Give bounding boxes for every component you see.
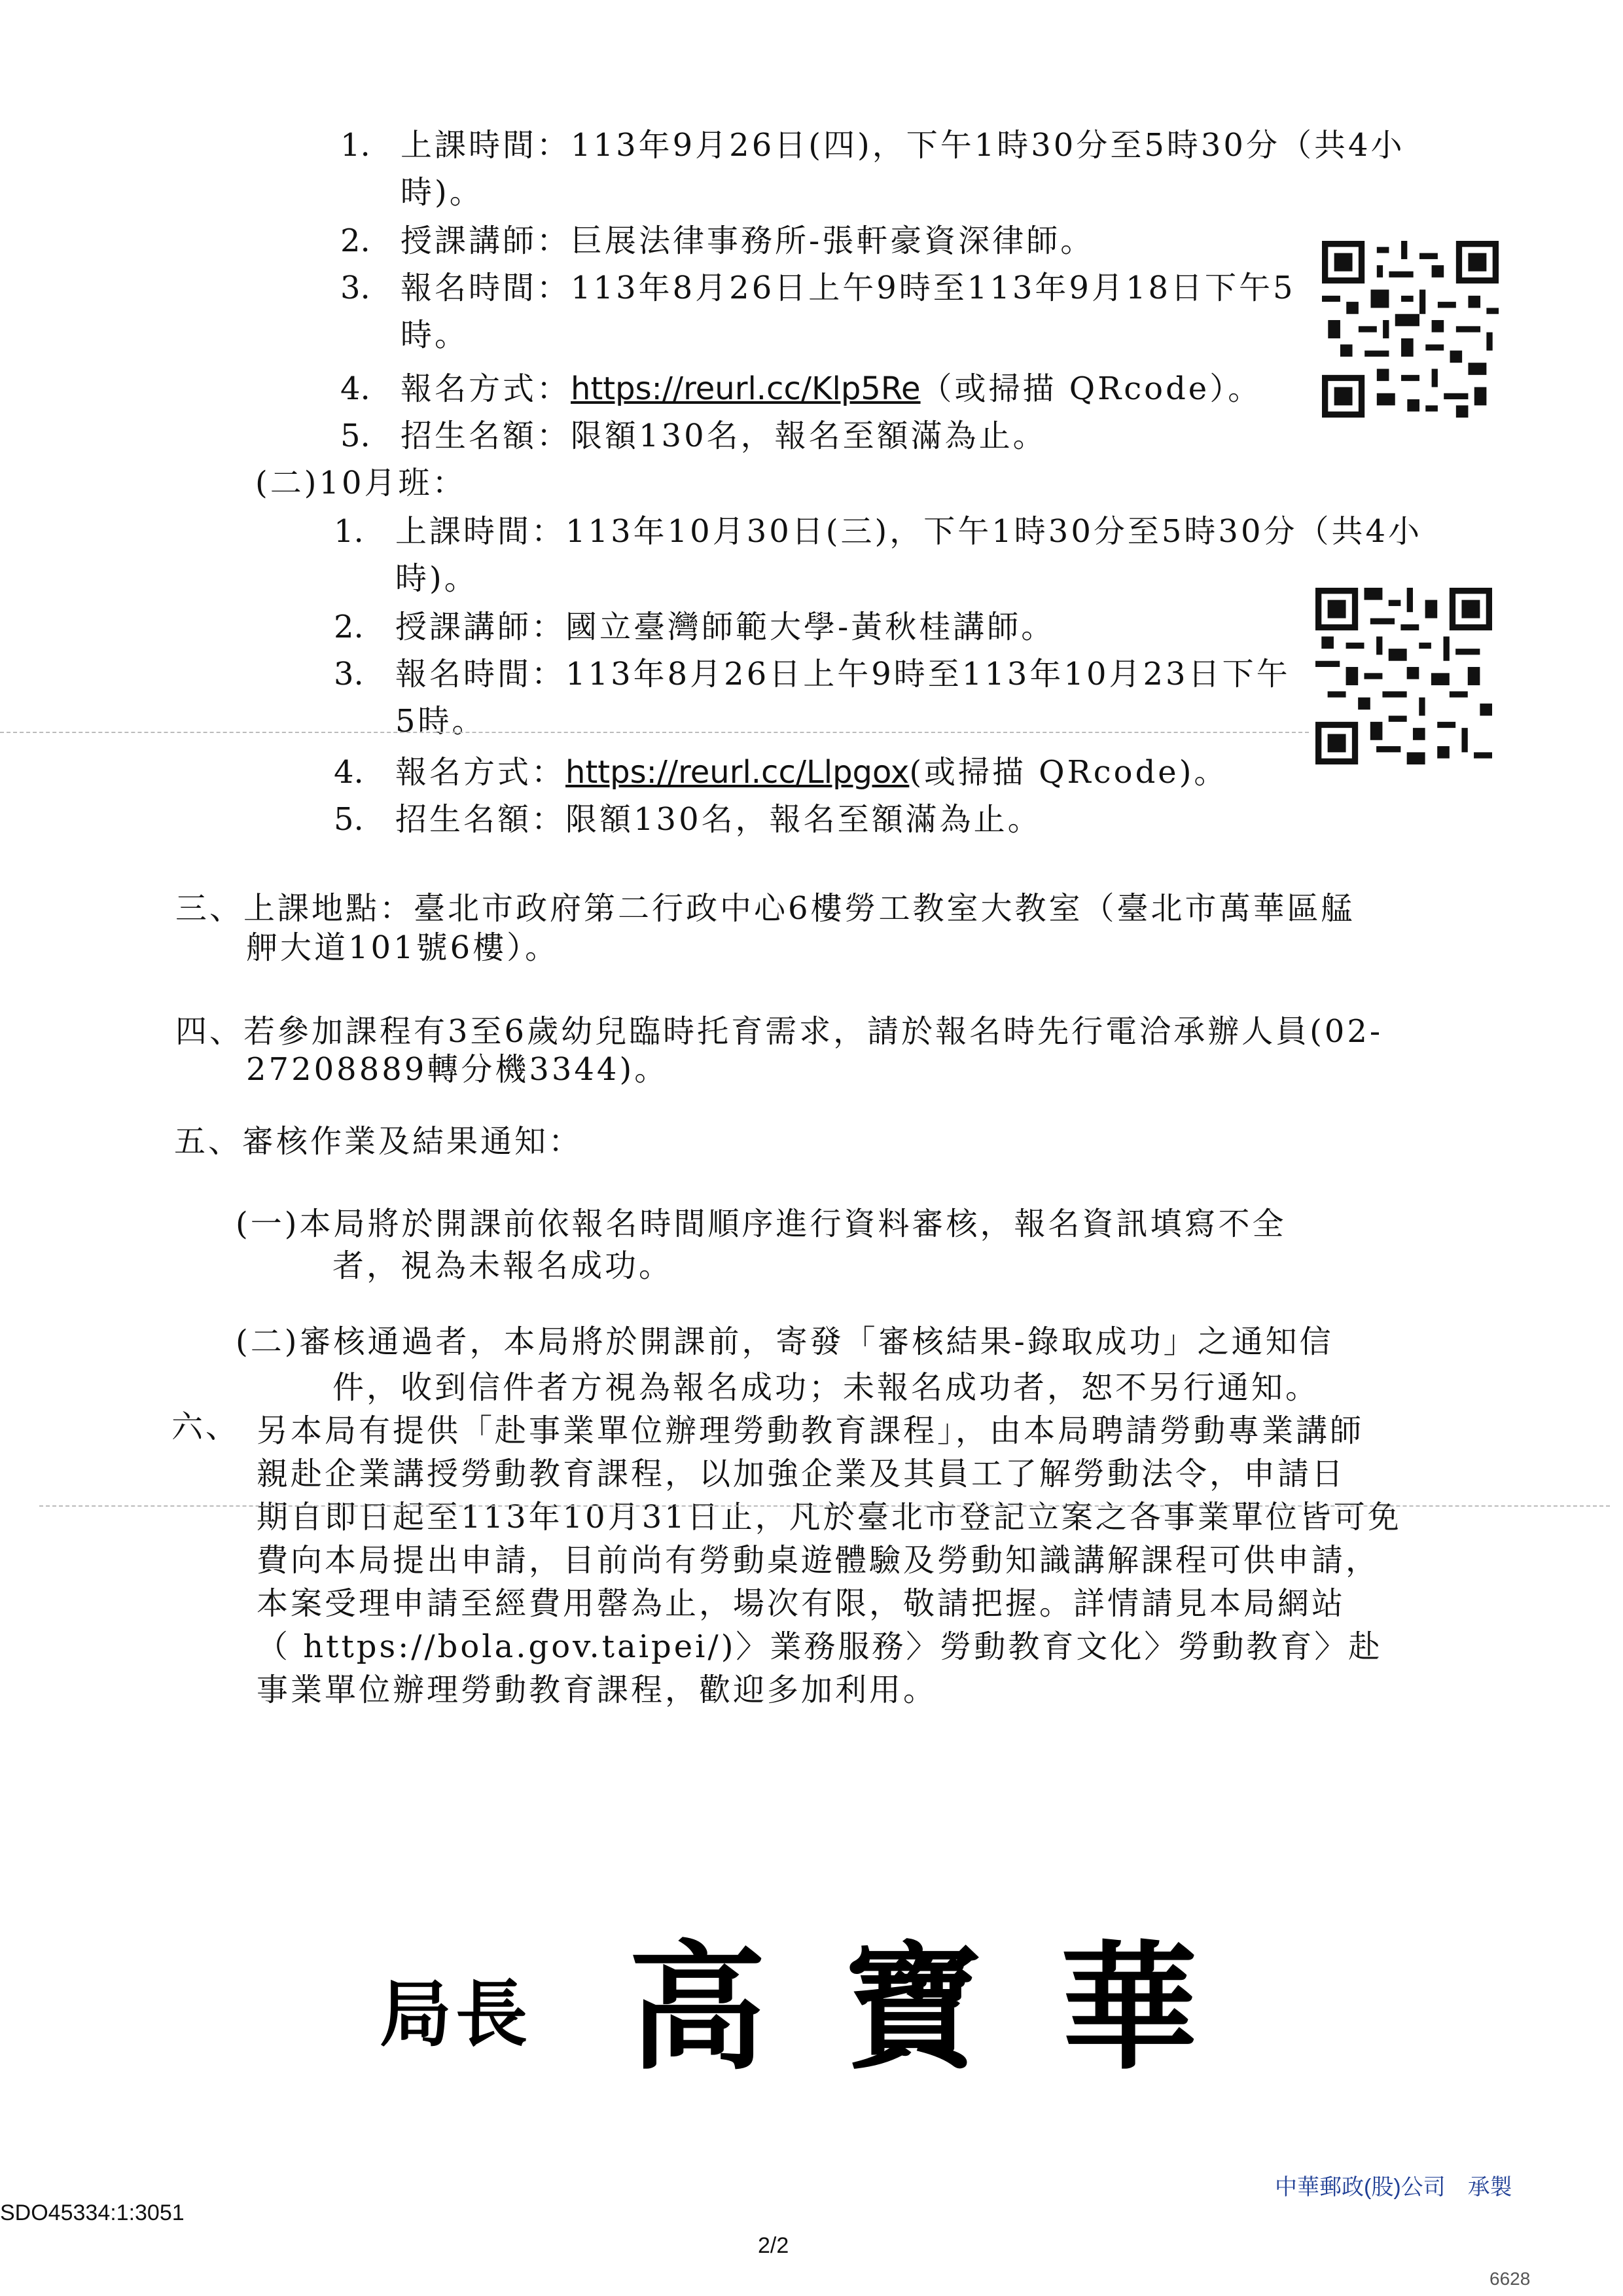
item-label: 報名方式 bbox=[395, 754, 532, 791]
item-number: 2. bbox=[334, 609, 364, 645]
section-6-marker: 六、 bbox=[171, 1408, 240, 1445]
item-label: 招生名額 bbox=[395, 801, 532, 838]
item-number: 4. bbox=[334, 754, 364, 791]
item-number: 3. bbox=[340, 270, 370, 306]
qr-code-icon[interactable] bbox=[1322, 241, 1499, 418]
item-line bbox=[401, 221, 1094, 260]
item-label: 報名時間 bbox=[401, 270, 537, 306]
section-5-paragraph: (一)本局將於開課前依報名時間順序進行資料審核，報名資訊填寫不全 bbox=[236, 1206, 1287, 1242]
document-id: SDO45334:1:3051 bbox=[0, 2200, 185, 2225]
item-text-after: (或掃描 QRcode)。 bbox=[909, 754, 1228, 791]
item-text: ：限額130名，報名至額滿為止。 bbox=[537, 418, 1047, 454]
item-line bbox=[401, 416, 1047, 456]
item-text: ：巨展法律事務所-張軒豪資深律師。 bbox=[537, 223, 1095, 259]
section-6-line: 親赴企業講授勞動教育課程，以加強企業及其員工了解勞動法令，申請日 bbox=[257, 1456, 1346, 1492]
section-6-line: 事業單位辦理勞動教育課程，歡迎多加利用。 bbox=[257, 1672, 938, 1708]
scan-artifact-line bbox=[39, 1505, 1610, 1507]
section-6-line: 另本局有提供「赴事業單位辦理勞動教育課程」，由本局聘請勞動專業講師 bbox=[257, 1412, 1364, 1449]
item-line bbox=[395, 800, 1042, 839]
item-text: ：113年9月26日(四)，下午1時30分至5時30分（共4小 bbox=[537, 127, 1405, 164]
item-line bbox=[395, 607, 1055, 647]
registration-link[interactable]: https://reurl.cc/Klp5Re bbox=[571, 370, 921, 407]
section-5-paragraph: 者，視為未報名成功。 bbox=[332, 1247, 673, 1284]
item-label: 上課時間 bbox=[395, 513, 532, 550]
print-code: 6628 bbox=[1489, 2269, 1531, 2289]
item-text: ：113年8月26日上午9時至113年10月23日下午 bbox=[531, 656, 1291, 692]
item-number: 1. bbox=[340, 127, 370, 164]
item-text-after: （或掃描 QRcode）。 bbox=[920, 370, 1262, 407]
section-6-line: 本案受理申請至經費用罄為止，場次有限，敬請把握。詳情請見本局網站 bbox=[257, 1585, 1346, 1622]
item-label: 招生名額 bbox=[401, 418, 537, 454]
section-6-line: 期自即日起至113年10月31日止，凡於臺北市登記立案之各事業單位皆可免 bbox=[257, 1499, 1402, 1535]
item-label: 報名時間 bbox=[395, 656, 532, 692]
item-continuation: 時)。 bbox=[401, 174, 484, 211]
section-4-line: 27208889轉分機3344)。 bbox=[246, 1051, 669, 1088]
october-class-heading: (二)10月班： bbox=[255, 465, 467, 501]
item-line bbox=[401, 268, 1296, 308]
signature-title: 局長 bbox=[380, 1972, 531, 2056]
item-text: ：113年10月30日(三)，下午1時30分至5時30分（共4小 bbox=[531, 513, 1423, 550]
section-6-line: 費向本局提出申請，目前尚有勞動桌遊體驗及勞動知識講解課程可供申請， bbox=[257, 1542, 1380, 1579]
item-line bbox=[395, 753, 1228, 792]
printer-credit: 中華郵政(股)公司 承製 bbox=[1275, 2175, 1512, 2200]
item-label: 授課講師 bbox=[401, 223, 537, 259]
item-text: ：113年8月26日上午9時至113年9月18日下午5 bbox=[537, 270, 1296, 306]
item-label: 報名方式 bbox=[401, 370, 537, 407]
item-label: 上課時間 bbox=[401, 127, 537, 164]
registration-link[interactable]: https://reurl.cc/Llpgox bbox=[565, 754, 910, 791]
section-5-heading: 五、審核作業及結果通知： bbox=[174, 1123, 583, 1160]
qr-code-icon[interactable] bbox=[1315, 588, 1492, 764]
scan-artifact-line bbox=[0, 732, 1309, 733]
item-number: 4. bbox=[340, 370, 370, 407]
item-number: 2. bbox=[340, 223, 370, 259]
item-continuation: 時)。 bbox=[395, 560, 478, 597]
section-5-paragraph: 件，收到信件者方視為報名成功；未報名成功者，恕不另行通知。 bbox=[332, 1369, 1320, 1406]
item-label: 授課講師 bbox=[395, 609, 532, 645]
item-line bbox=[401, 369, 1262, 408]
section-3-line: 三、上課地點：臺北市政府第二行政中心6樓勞工教室大教室（臺北市萬華區艋 bbox=[175, 890, 1355, 927]
page-number: 2/2 bbox=[758, 2233, 789, 2258]
item-text: ：國立臺灣師範大學-黃秋桂講師。 bbox=[531, 609, 1056, 645]
item-text: ： bbox=[537, 370, 571, 407]
section-4-line: 四、若參加課程有3至6歲幼兒臨時托育需求，請於報名時先行電洽承辦人員(02- bbox=[175, 1013, 1383, 1050]
section-5-paragraph: (二)審核通過者，本局將於開課前，寄發「審核結果-錄取成功」之通知信 bbox=[236, 1323, 1334, 1360]
item-line bbox=[395, 512, 1422, 551]
item-text: ： bbox=[531, 754, 566, 791]
section-3-line: 舺大道101號6樓）。 bbox=[246, 929, 560, 966]
item-line bbox=[401, 126, 1404, 165]
section-6-line: （ https://bola.gov.taipei/)〉業務服務〉勞動教育文化〉勞動教育〉赴 bbox=[257, 1628, 1383, 1665]
item-continuation: 時。 bbox=[401, 317, 469, 353]
item-number: 5. bbox=[334, 801, 364, 838]
item-number: 1. bbox=[334, 513, 364, 550]
item-continuation: 5時。 bbox=[395, 703, 486, 740]
item-text: ：限額130名，報名至額滿為止。 bbox=[531, 801, 1042, 838]
item-line bbox=[395, 655, 1291, 694]
signature-name: 高寶華 bbox=[628, 1927, 1277, 2089]
item-number: 3. bbox=[334, 656, 364, 692]
item-number: 5. bbox=[340, 418, 370, 454]
